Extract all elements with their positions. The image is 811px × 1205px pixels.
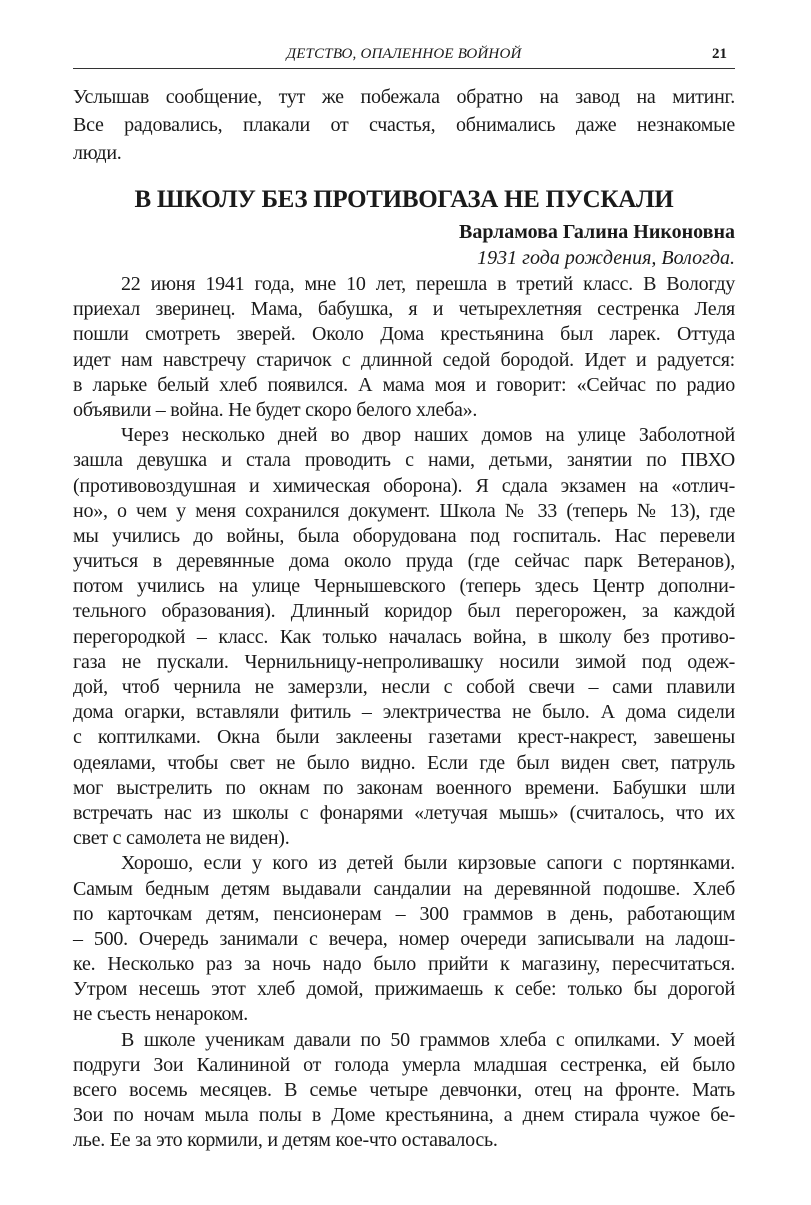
text-line: всего восемь месяцев. В семье четыре девчонки, отец на фронте. Мать [73,1079,735,1101]
text-line: пошли смотреть зверей. Около Дома крестьянина был ларек. Оттуда [73,323,735,346]
text-line: перегородкой – класс. Как только началась война, в школу без противо- [73,625,735,648]
text-line: Все радовались, плакали от счастья, обнимались даже незнакомые [73,114,735,136]
text-line: идет нам навстречу старичок с длинной седой бородой. Идет и радуется: [73,348,735,371]
text-line: встречать нас из школы с фонарями «летучая мышь» (считалось, что их [73,801,735,824]
text-line: газа не пускали. Чернильницу-непроливашку носили зимой под одеж- [73,650,735,673]
text-line: Зои по ночам мыла полы в Доме крестьянина, а днем стирала чужое бе- [73,1104,735,1127]
text-line: по карточкам детям, пенсионерам – 300 граммов в день, работающим [73,902,735,925]
text-line: приехал зверинец. Мама, бабушка, я и четырехлетняя сестренка Леля [73,298,735,321]
text-line: Самым бедным детям выдавали сандалии на деревянной подошве. Хлеб [73,877,735,900]
text-line: Услышав сообщение, тут же побежала обратно на завод на митинг. [73,86,735,108]
text-line: Хорошо, если у кого из детей были кирзовые сапоги с портянками. [121,852,735,875]
text-line: с коптилками. Окна были заклеены газетами крест-накрест, завешены [73,726,735,749]
text-line: дой, чтоб чернила не замерзли, несли с собой свечи – сами плавили [73,676,735,698]
text-line: (противовоздушная и химическая оборона). Я сдала экзамен на «отлич- [73,474,735,497]
text-line: одеялами, чтобы свет не было видно. Если где был виден свет, патруль [73,751,735,774]
paragraph [73,423,735,851]
text-line: дома огарки, вставляли фитиль – электричества не было. А дома сидели [73,701,735,724]
text-line: 22 июня 1941 года, мне 10 лет, перешла в третий класс. В Вологду [121,273,735,295]
text-line: люди. [73,142,122,164]
paragraph [73,851,735,1027]
text-line: Утром несешь этот хлеб домой, прижимаешь к себе: только бы дорогой [73,978,735,1001]
text-line: ке. Несколько раз за ночь надо было прийти к магазину, пересчитаться. [73,953,735,976]
text-line: потом учились на улице Чернышевского (теперь здесь Центр дополни- [73,575,735,598]
article-body [73,272,735,1154]
intro-paragraph [73,83,735,167]
article-author: Варламова Галина Никоновна [459,221,735,243]
text-line: – 500. Очередь занимали с вечера, номер очереди записывали на ладош- [73,927,735,950]
text-line: объявили – война. Не будет скоро белого хлеба». [73,398,478,421]
text-line: не съесть ненароком. [73,1003,249,1026]
paragraph [73,272,735,423]
text-line: учиться в деревянные дома около пруда (где сейчас парк Ветеранов), [73,550,735,573]
paragraph [73,1028,735,1154]
text-line: В школе ученикам давали по 50 граммов хлеба с опилками. У моей [121,1028,735,1051]
running-title: ДЕТСТВО, ОПАЛЕННОЕ ВОЙНОЙ [286,46,522,62]
text-line: лье. Ее за это кормили, и детям кое-что оставалось. [73,1129,498,1152]
text-line: в ларьке белый хлеб появился. А мама моя и говорит: «Сейчас по радио [73,373,735,396]
author-origin: 1931 года рождения, Вологда. [477,247,735,269]
text-line: зашла девушка и стала проводить с нами, детьми, занятии по ПВХО [73,449,735,472]
text-line: Через несколько дней во двор наших домов на улице Заболотной [121,424,735,447]
text-line: тельного образования). Длинный коридор был перегорожен, за каждой [73,600,735,623]
text-line: но», о чем у меня сохранился документ. Школа № 33 (теперь № 13), где [73,499,735,522]
text-line: подруги Зои Калининой от голода умерла младшая сестренка, ей было [73,1053,735,1076]
text-line: свет с самолета не виден). [73,827,290,850]
text-line: мог выстрелить по окнам по законам военного времени. Бабушки шли [73,776,735,799]
running-header [73,42,735,69]
article-title: В ШКОЛУ БЕЗ ПРОТИВОГАЗА НЕ ПУСКАЛИ [134,186,674,213]
text-line: мы учились до войны, была оборудована под госпиталь. Нас перевели [73,524,735,547]
page-number: 21 [712,46,727,62]
